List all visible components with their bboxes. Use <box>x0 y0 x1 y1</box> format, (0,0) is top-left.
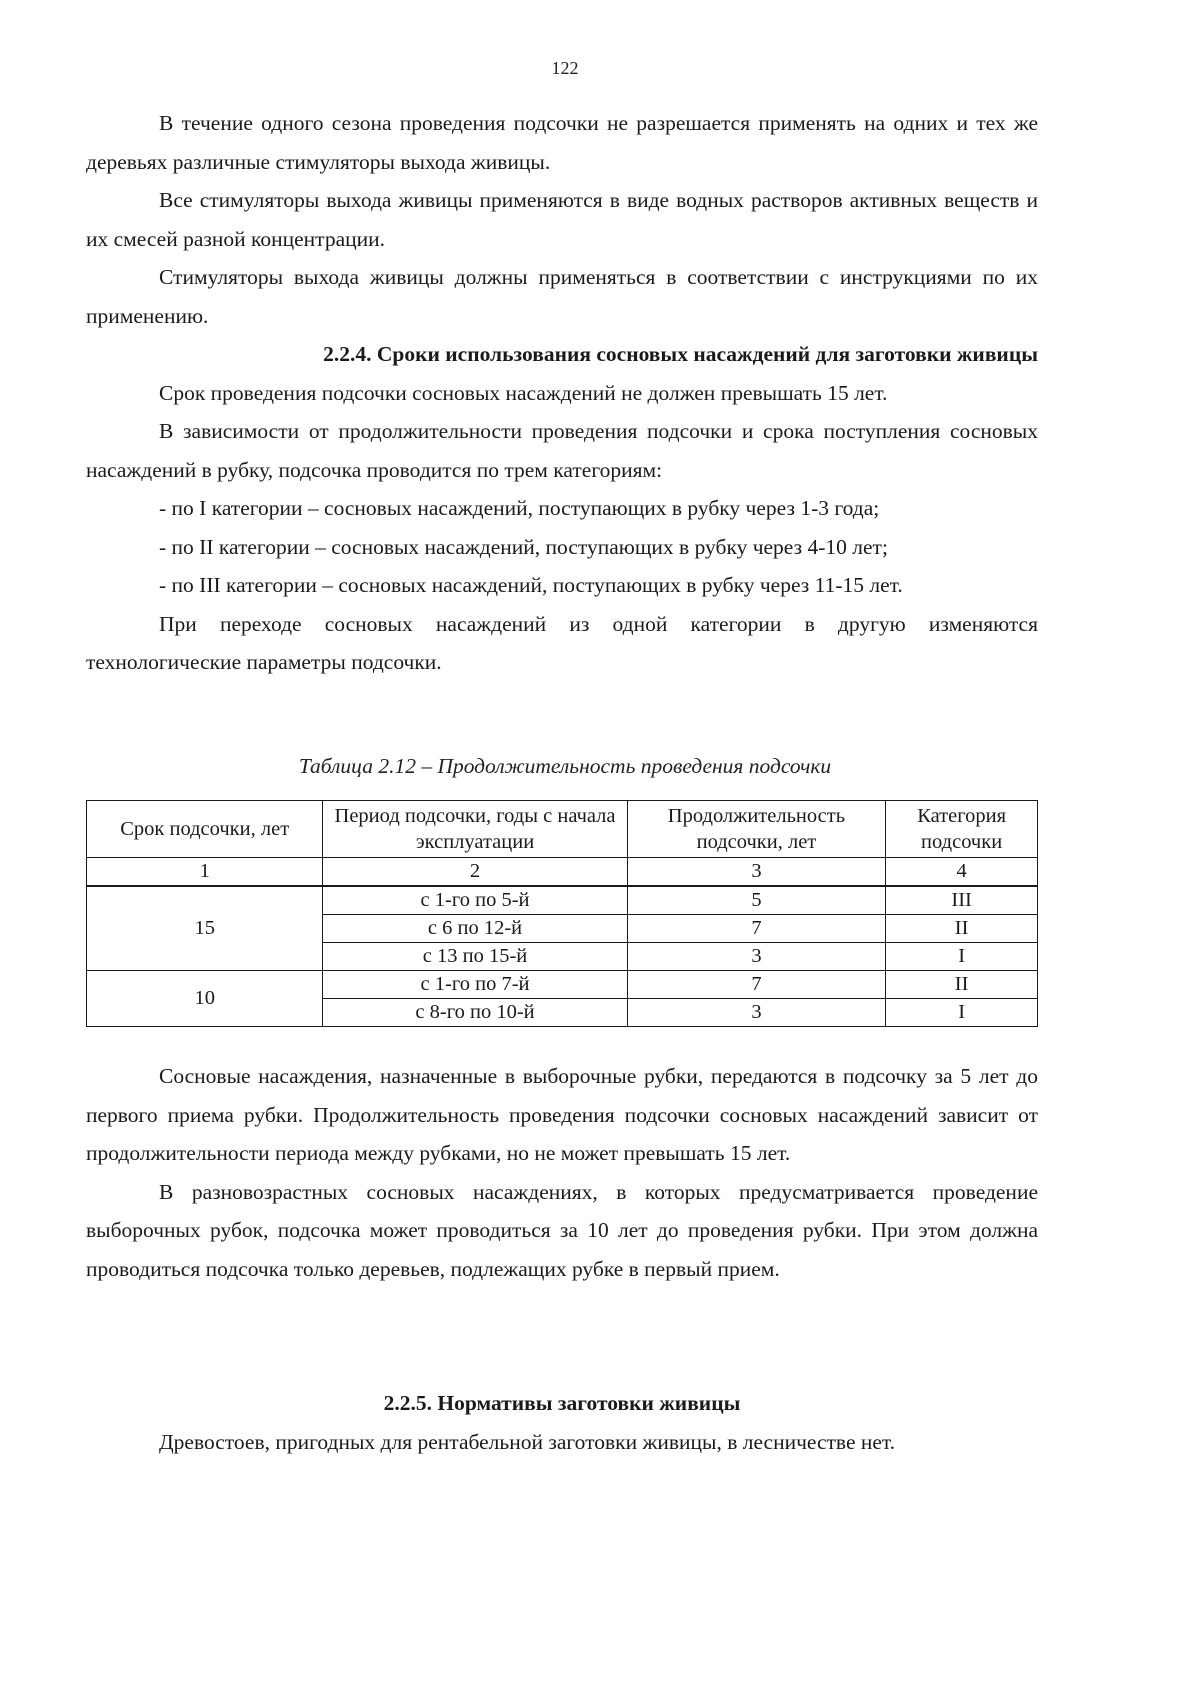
table-cell: с 1-го по 5-й <box>323 886 627 915</box>
table-caption: Таблица 2.12 – Продолжительность проведения подсочки <box>298 754 832 778</box>
table-cell: 3 <box>627 999 886 1027</box>
paragraph: Древостоев, пригодных для рентабельной заготовки живицы, в лесничестве нет. <box>159 1429 896 1454</box>
table-cell: 2 <box>323 858 627 887</box>
table-cell: 4 <box>886 858 1038 887</box>
table-cell: 7 <box>627 971 886 999</box>
list-item: - по II категории – сосновых насаждений, поступающих в рубку через 4-10 лет; <box>159 534 888 559</box>
table-cell: II <box>886 915 1038 943</box>
table-cell-term: 10 <box>87 971 323 1027</box>
tapping-duration-table <box>86 800 1038 1027</box>
paragraph: Сосновые насаждения, назначенные в выборочные рубки, передаются в подсочку за 5 лет до первого приема рубки. Продолжительность проведения подсочки сосновых насаждений зависит от продолжительности периода между рубками, но не может превышать 15 лет. <box>86 1064 1038 1165</box>
table-cell: III <box>886 886 1038 915</box>
paragraph: В зависимости от продолжительности проведения подсочки и срока поступления сосновых насаждений в рубку, подсочка проводится по трем категориям: <box>86 419 1038 482</box>
column-header: Срок подсочки, лет <box>87 801 323 858</box>
paragraph: Стимуляторы выхода живицы должны применяться в соответствии с инструкциями по их применению. <box>86 265 1038 328</box>
list-item: - по III категории – сосновых насаждений, поступающих в рубку через 11-15 лет. <box>159 573 903 597</box>
body-text-top <box>86 104 1038 682</box>
table-row <box>87 971 1038 999</box>
table-row <box>87 886 1038 915</box>
table-cell: I <box>886 943 1038 971</box>
table-cell: 7 <box>627 915 886 943</box>
paragraph: При переходе сосновых насаждений из одной категории в другую изменяются технологические параметры подсочки. <box>86 611 1038 674</box>
column-header: Категория подсочки <box>886 801 1038 858</box>
paragraph: В разновозрастных сосновых насаждениях, в которых предусматривается проведение выборочных рубок, подсочка может проводиться за 10 лет до проведения рубки. При этом должна проводиться подсочка только деревьев, подлежащих рубке в первый прием. <box>86 1179 1038 1281</box>
table-header-row <box>87 801 1038 858</box>
table-cell: с 8-го по 10-й <box>323 999 627 1027</box>
table-cell: II <box>886 971 1038 999</box>
table-cell: с 1-го по 7-й <box>323 971 627 999</box>
table-cell: 1 <box>87 858 323 887</box>
section-heading-2-2-5: 2.2.5. Нормативы заготовки живицы <box>383 1391 741 1415</box>
table-cell: I <box>886 999 1038 1027</box>
table-cell: с 13 по 15-й <box>323 943 627 971</box>
paragraph: Срок проведения подсочки сосновых насаждений не должен превышать 15 лет. <box>159 380 888 405</box>
paragraph: Все стимуляторы выхода живицы применяются в виде водных растворов активных веществ и их смесей разной концентрации. <box>86 188 1038 251</box>
list-item: - по I категории – сосновых насаждений, поступающих в рубку через 1-3 года; <box>159 496 880 520</box>
column-header: Период подсочки, годы с начала эксплуатации <box>323 801 627 858</box>
page-number: 122 <box>551 58 579 78</box>
table-cell-term: 15 <box>87 886 323 971</box>
section-heading-2-2-4: 2.2.4. Сроки использования сосновых насаждений для заготовки живицы <box>323 342 1038 366</box>
paragraph: В течение одного сезона проведения подсочки не разрешается применять на одних и тех же деревьях различные стимуляторы выхода живицы. <box>86 111 1038 174</box>
column-header: Продолжительность подсочки, лет <box>627 801 886 858</box>
table-cell: 3 <box>627 858 886 887</box>
table-cell: 5 <box>627 886 886 915</box>
column-number-row <box>87 858 1038 887</box>
table-cell: с 6 по 12-й <box>323 915 627 943</box>
section-2-2-5 <box>86 1384 1038 1461</box>
table-cell: 3 <box>627 943 886 971</box>
body-text-bottom <box>86 1057 1038 1288</box>
